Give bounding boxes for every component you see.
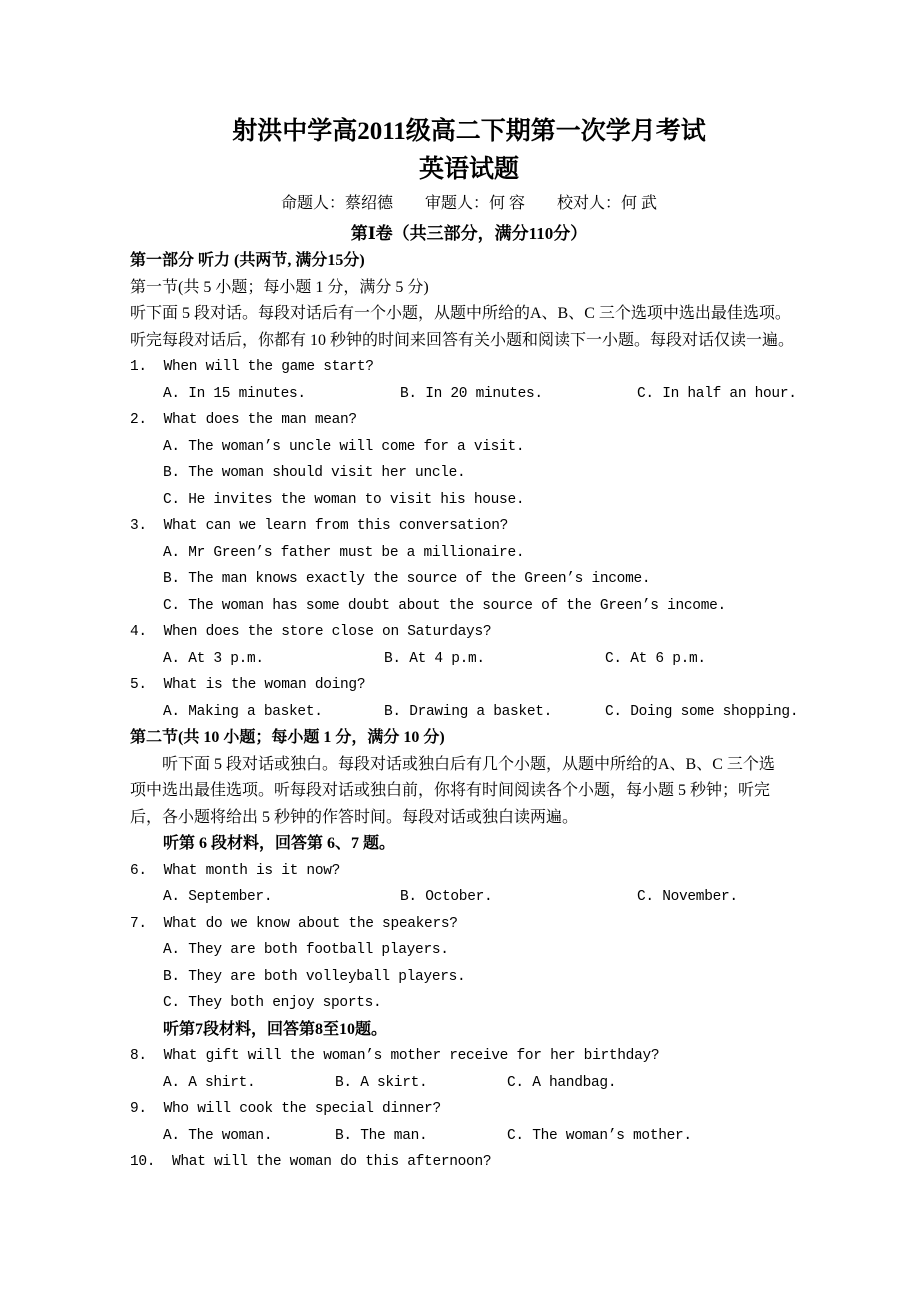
paragraph-line: 听下面 5 段对话或独白。每段对话或独白后有几个小题，从题中所给的A、B、C 三个选 [162,755,775,773]
option-line: B. They are both volleyball players. [163,968,466,985]
part-heading: 第一部分 听力 (共两节, 满分15分) [130,252,365,269]
option-line: C. The woman has some doubt about the source of the Green’s income. [163,597,726,614]
option-line: B. The woman should visit her uncle. [163,465,466,481]
option-A: A. Making a basket. [163,703,323,720]
option-C: C. November. [637,889,738,905]
option-row [130,1123,808,1150]
exam-subtitle: 英语试题 [418,156,519,183]
option-B: B. In 20 minutes. [400,385,543,402]
option-line: C. They both enjoy sports. [163,995,382,1011]
paragraph-line: 项中选出最佳选项。听每段对话或独白前，你将有时间阅读各个小题，每小题 5 秒钟；听完 [130,782,771,799]
option-B: B. At 4 p.m. [384,650,485,667]
question-line: 2. What does the man mean? [130,412,357,428]
question-line: 8. What gift will the woman’s mother receive for her birthday? [130,1048,660,1064]
volume-heading: 第Ⅰ卷（共三部分，满分110分） [350,224,588,243]
paragraph-line: 第一节(共 5 小题；每小题 1 分，满分 5 分) [130,278,429,296]
option-B: B. Drawing a basket. [384,703,553,720]
cue-line: 听第7段材料，回答第8至10题。 [163,1020,388,1038]
option-row [130,1070,808,1097]
option-row [130,884,808,911]
document-body [130,112,808,1176]
paragraph-line: 听完每段对话后，你都有 10 秒钟的时间来回答有关小题和阅读下一小题。每段对话仅读一遍。 [130,331,795,349]
option-line: A. Mr Green’s father must be a millionaire. [163,544,525,561]
exam-byline: 命题人：蔡绍德 审题人：何 容 校对人：何 武 [280,195,657,212]
question-line: 7. What do we know about the speakers? [130,915,458,932]
option-A: A. The woman. [163,1127,273,1144]
cue-line: 听第 6 段材料，回答第 6、7 题。 [163,835,396,852]
option-C: C. At 6 p.m. [605,650,706,667]
paragraph-line: 后，各小题将给出 5 秒钟的作答时间。每段对话或独白读两遍。 [130,808,579,826]
option-C: C. A handbag. [507,1074,617,1091]
option-row [130,699,808,726]
option-line: C. He invites the woman to visit his house. [163,491,525,508]
option-B: B. October. [400,889,493,905]
option-row [130,646,808,673]
question-line: 9. Who will cook the special dinner? [130,1101,441,1117]
question-line: 10. What will the woman do this afternoon? [130,1154,492,1170]
option-C: C. The woman’s mother. [507,1127,692,1144]
option-B: B. The man. [335,1127,428,1144]
option-A: A. In 15 minutes. [163,385,306,402]
option-line: A. They are both football players. [163,942,449,958]
option-A: A. September. [163,889,273,905]
option-C: C. Doing some shopping. [605,703,799,720]
option-A: A. At 3 p.m. [163,650,264,667]
question-line: 4. When does the store close on Saturdays? [130,624,492,640]
question-line: 1. When will the game start? [130,359,374,375]
option-B: B. A skirt. [335,1074,428,1091]
question-line: 3. What can we learn from this conversation? [130,518,509,534]
question-line: 5. What is the woman doing? [130,677,366,693]
section-heading: 第二节(共 10 小题；每小题 1 分，满分 10 分) [130,729,445,746]
option-line: A. The woman’s uncle will come for a visit. [163,438,525,455]
option-line: B. The man knows exactly the source of the Green’s income. [163,571,651,587]
question-line: 6. What month is it now? [130,862,341,879]
option-row [130,381,808,408]
paragraph-line: 听下面 5 段对话。每段对话后有一个小题，从题中所给的A、B、C 三个选项中选出最佳选项。 [130,305,791,322]
option-A: A. A shirt. [163,1074,256,1091]
option-C: C. In half an hour. [637,385,797,402]
exam-title: 射洪中学高2011级高二下期第一次学月考试 [232,118,706,145]
